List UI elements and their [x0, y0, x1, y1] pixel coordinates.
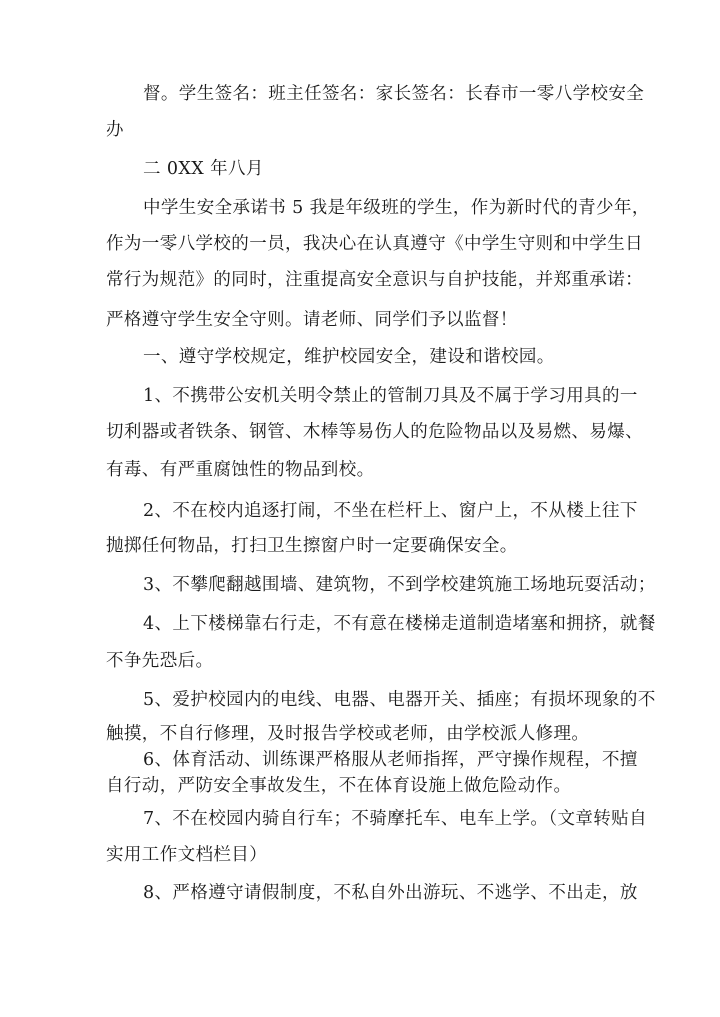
text-line: 一、遵守学校规定，维护校园安全，建设和谐校园。: [143, 347, 555, 367]
text-line: 6、体育活动、训练课严格服从老师指挥，严守操作规程，不擅: [143, 750, 638, 770]
text-line: 触摸，不自行修理，及时报告学校或老师，由学校派人修理。: [106, 724, 590, 744]
text-line: 作为一零八学校的一员，我决心在认真遵守《中学生守则和中学生日: [106, 234, 643, 254]
text-line: 4、上下楼梯靠右行走，不有意在楼梯走道制造堵塞和拥挤，就餐: [143, 614, 656, 634]
text-line: 中学生安全承诺书 5 我是年级班的学生，作为新时代的青少年，: [143, 198, 650, 218]
text-line: 实用工作文档栏目）: [106, 845, 268, 865]
text-line: 二 0XX 年八月: [143, 159, 264, 179]
text-line: 7、不在校园内骑自行车；不骑摩托车、电车上学。（文章转贴自: [143, 809, 647, 829]
text-line: 3、不攀爬翻越围墙、建筑物，不到学校建筑施工场地玩耍活动；: [143, 575, 656, 595]
text-line: 切利器或者铁条、钢管、木棒等易伤人的危险物品以及易燃、易爆、: [106, 422, 643, 442]
text-line: 2、不在校内追逐打闹，不坐在栏杆上、窗户上，不从楼上往下: [143, 501, 638, 521]
text-line: 不争先恐后。: [106, 651, 214, 671]
text-line: 5、爱护校园内的电线、电器、电器开关、插座；有损坏现象的不: [143, 690, 656, 710]
text-line: 督。学生签名：班主任签名：家长签名：长春市一零八学校安全: [143, 84, 645, 104]
text-line: 有毒、有严重腐蚀性的物品到校。: [106, 460, 375, 480]
text-line: 1、不携带公安机关明令禁止的管制刀具及不属于学习用具的一: [143, 386, 638, 406]
text-line: 抛掷任何物品，打扫卫生擦窗户时一定要确保安全。: [106, 536, 518, 556]
text-line: 8、严格遵守请假制度，不私自外出游玩、不逃学、不出走，放: [143, 883, 638, 903]
text-line: 常行为规范》的同时，注重提高安全意识与自护技能，并郑重承诺：: [106, 270, 643, 290]
text-line: 办: [106, 120, 124, 140]
text-line: 自行动，严防安全事故发生，不在体育设施上做危险动作。: [106, 776, 572, 796]
text-line: 严格遵守学生安全守则。请老师、同学们予以监督！: [106, 310, 518, 330]
